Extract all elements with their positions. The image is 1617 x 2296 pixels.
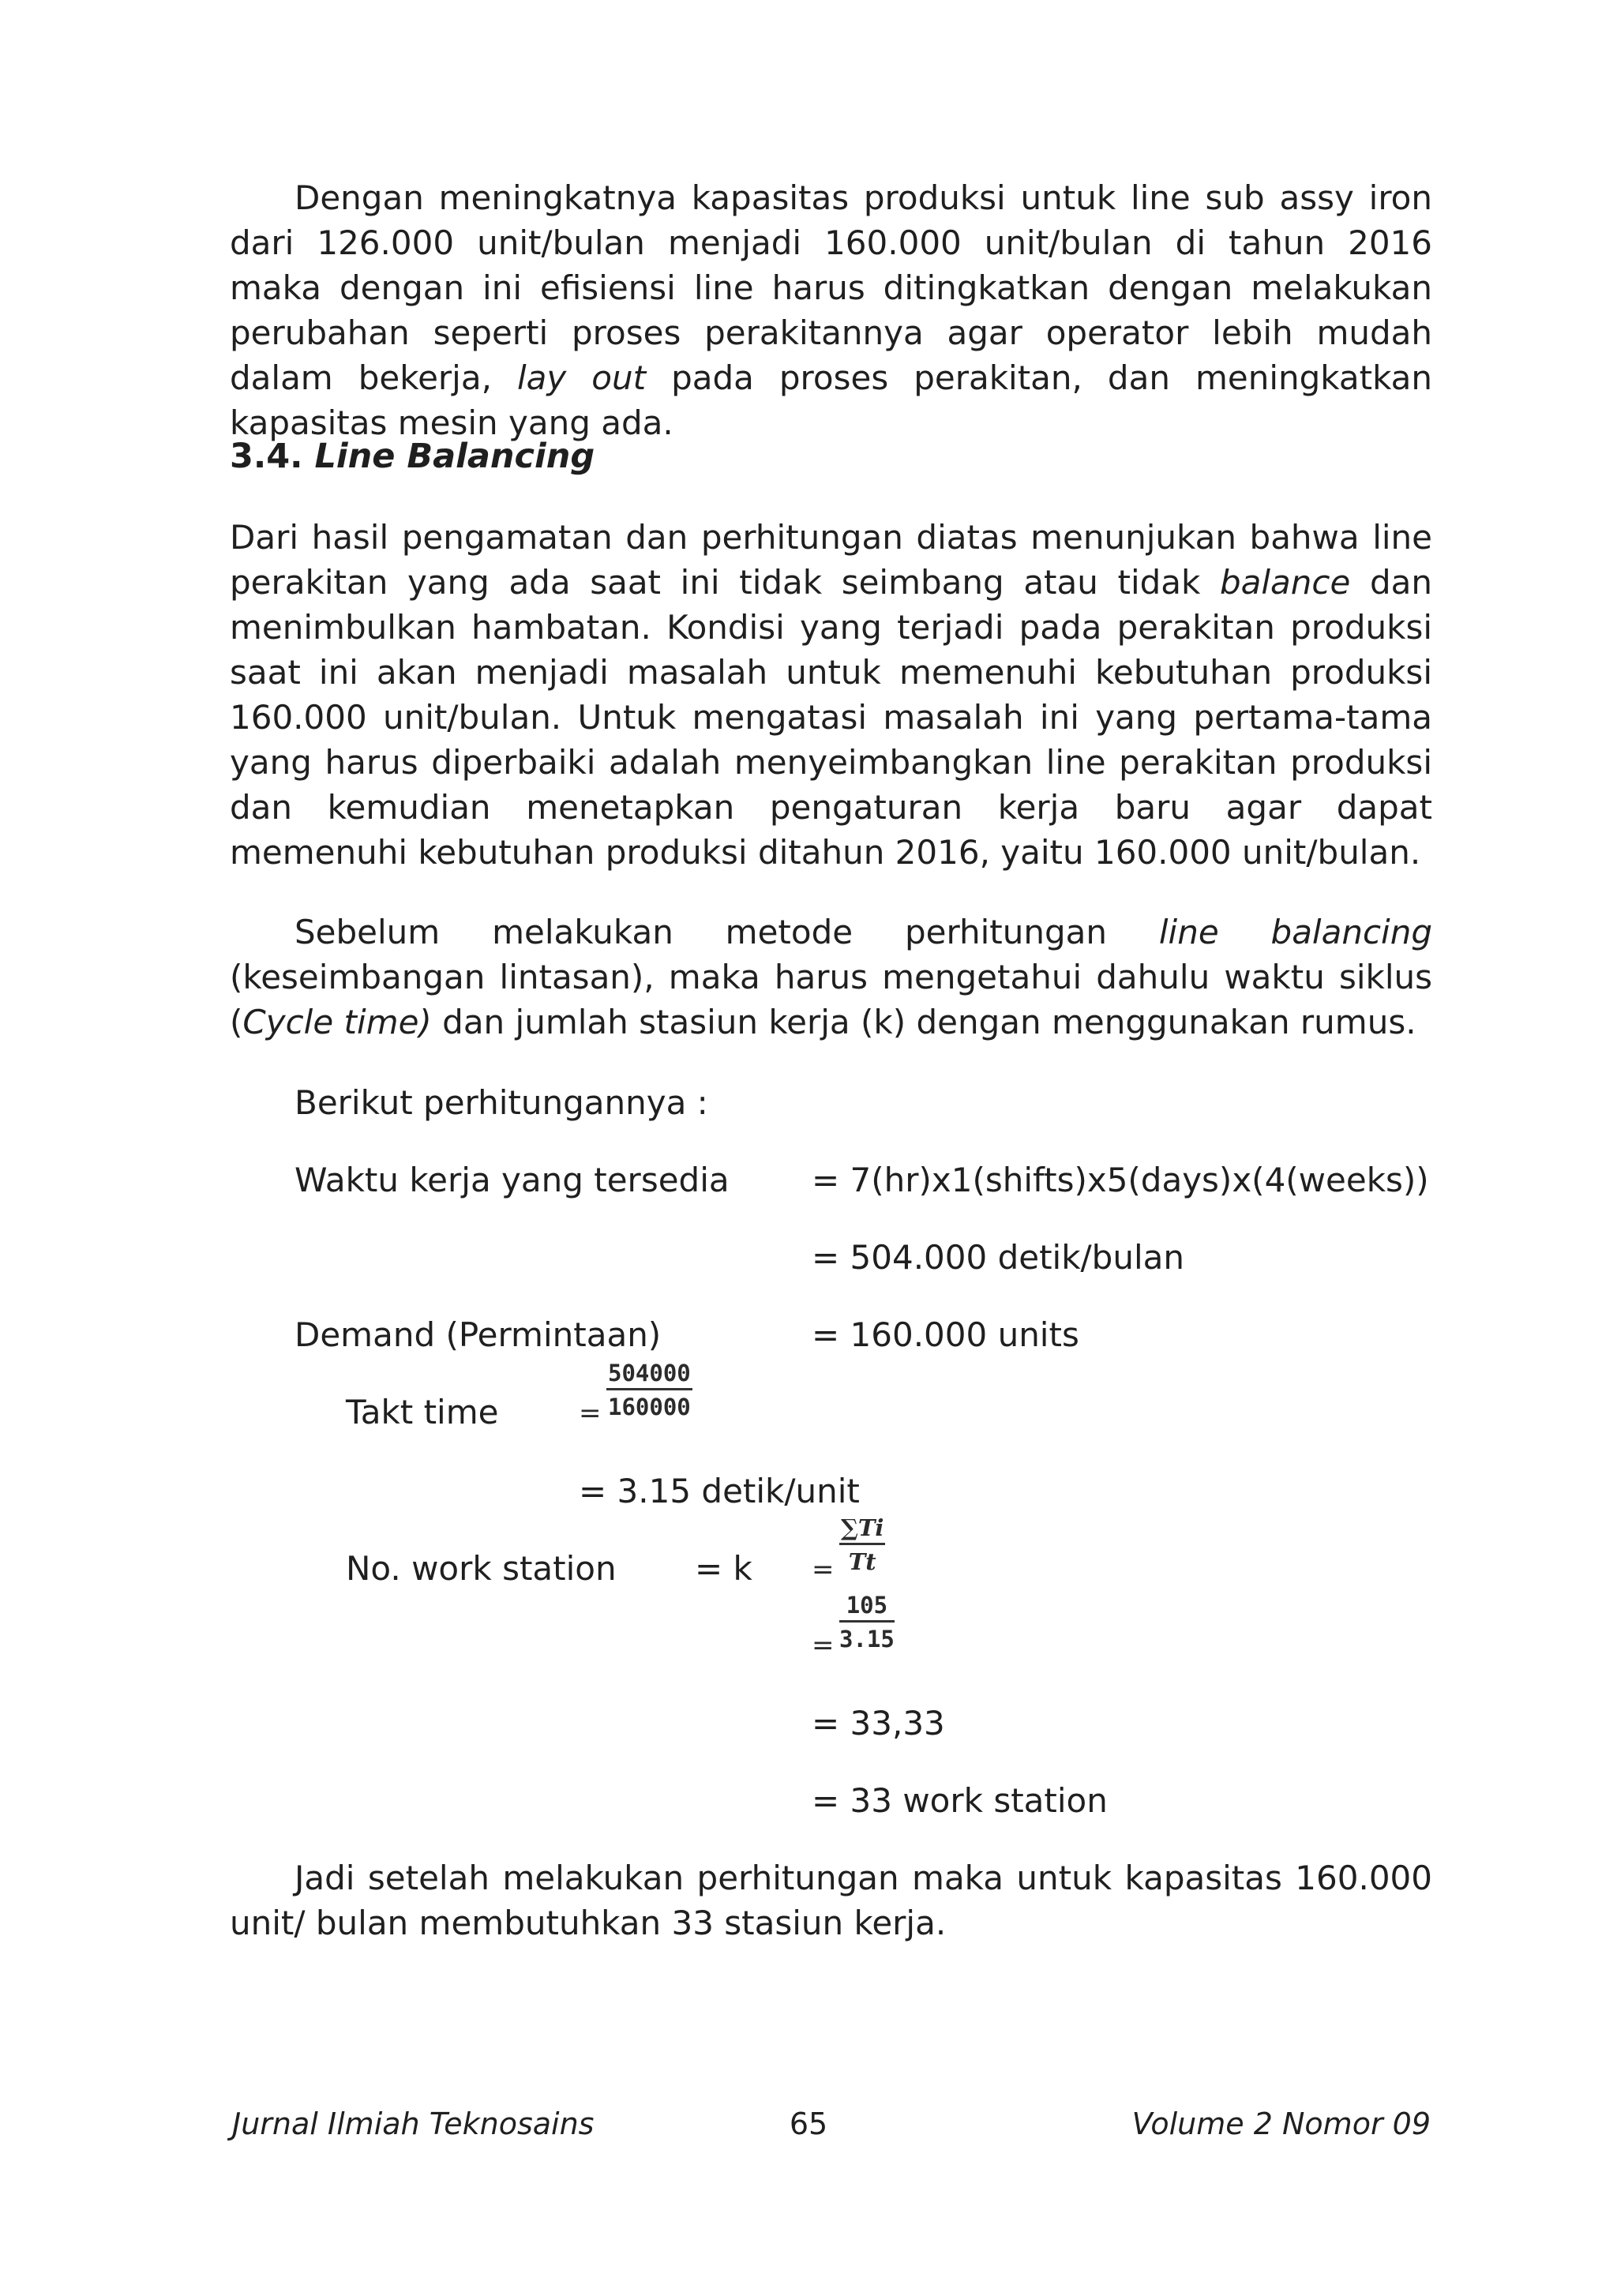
work-station-k: = k	[695, 1549, 752, 1588]
para2-text-c: dan jumlah stasiun kerja (k) dengan menggunakan rumus.	[431, 1003, 1416, 1041]
paragraph-2	[230, 910, 1432, 1045]
ws-denominator-1: Tt	[848, 1548, 876, 1575]
intro-text-end: pada proses perakitan, dan meningkatkan kapasitas mesin yang ada.	[230, 358, 1433, 442]
ws-numerator-2: 105	[839, 1592, 895, 1623]
footer-page-number: 65	[789, 2107, 828, 2141]
intro-paragraph	[230, 175, 1432, 445]
work-time-formula: = 7(hr)x1(shifts)x5(days)x(4(weeks))	[812, 1161, 1429, 1199]
demand-label: Demand (Permintaan)	[295, 1315, 662, 1354]
takt-numerator: 504000	[606, 1360, 692, 1390]
takt-fraction	[606, 1360, 692, 1420]
paragraph-1	[230, 515, 1432, 875]
intro-italic-term: lay out	[516, 358, 647, 397]
section-number: 3.4.	[230, 437, 303, 476]
para2-text-b: (keseimbangan lintasan), maka harus mengetahui dahulu waktu siklus (	[230, 958, 1432, 1041]
ws-equals-1: =	[812, 1554, 835, 1585]
takt-denominator: 160000	[608, 1394, 691, 1420]
ws-result-1: = 33,33	[812, 1704, 945, 1743]
section-title: Line Balancing	[314, 437, 595, 476]
para2-italic-term-2: Cycle time)	[242, 1003, 432, 1041]
calc-intro: Berikut perhitungannya :	[295, 1083, 708, 1122]
section-heading	[230, 434, 595, 479]
work-time-label: Waktu kerja yang tersedia	[295, 1161, 730, 1199]
para1-text-b: dan menimbulkan hambatan. Kondisi yang terjadi pada perakitan produksi saat ini akan menjadi masalah untuk memenuhi kebutuhan produksi 160.000 unit/bulan. Untuk mengatasi masalah ini yang pertama-tama yang harus diperbaiki adalah menyeimbangkan line perakitan produksi dan kemudian menetapkan pengaturan kerja baru agar dapat memenuhi kebutuhan produksi ditahun 2016, yaitu 160.000 unit/bulan.	[230, 563, 1432, 872]
ws-result-2: = 33 work station	[812, 1781, 1108, 1820]
footer-journal: Jurnal Ilmiah Teknosains	[232, 2107, 595, 2141]
takt-equals: =	[579, 1397, 602, 1429]
ws-fraction-2	[839, 1592, 895, 1653]
conclusion-paragraph	[230, 1855, 1432, 1945]
ws-equals-2: =	[812, 1630, 835, 1661]
ws-numerator-1: ∑Ti	[839, 1514, 885, 1545]
para1-text-a: Dari hasil pengamatan dan perhitungan diatas menunjukan bahwa line perakitan yang ada saat ini tidak seimbang atau tidak	[230, 518, 1432, 602]
para2-italic-term-1: line balancing	[1158, 913, 1432, 951]
work-time-result: = 504.000 detik/bulan	[812, 1238, 1184, 1277]
intro-text: Dengan meningkatnya kapasitas produksi untuk line sub assy iron dari 126.000 unit/bulan menjadi 160.000 unit/bulan di tahun 2016 maka dengan ini efisiensi line harus ditingkatkan dengan melakukan perubahan seperti proses perakitannya agar operator lebih mudah dalam bekerja,	[230, 178, 1432, 397]
demand-value: = 160.000 units	[812, 1315, 1079, 1354]
para1-italic-term: balance	[1219, 563, 1351, 602]
footer-volume: Volume 2 Nomor 09	[1131, 2107, 1431, 2141]
takt-result: = 3.15 detik/unit	[579, 1472, 860, 1510]
ws-fraction-1	[839, 1514, 885, 1575]
takt-time-label: Takt time	[346, 1393, 499, 1431]
para2-text-a: Sebelum melakukan metode perhitungan	[295, 913, 1159, 951]
work-station-label: No. work station	[346, 1549, 617, 1588]
conclusion-text: Jadi setelah melakukan perhitungan maka untuk kapasitas 160.000 unit/ bulan membutuhkan 33 stasiun kerja.	[230, 1859, 1432, 1942]
ws-denominator-2: 3.15	[839, 1626, 895, 1653]
